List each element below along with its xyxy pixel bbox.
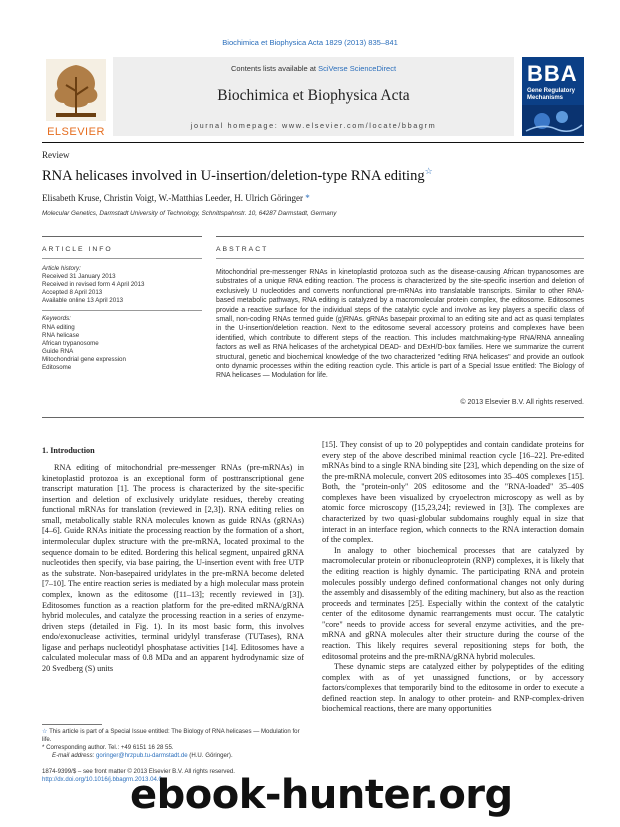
- authors: [42, 193, 310, 203]
- footnote-special-issue: [42, 728, 302, 744]
- journal-homepage[interactable]: journal homepage: www.elsevier.com/locate/bbagrm: [190, 121, 437, 130]
- article-title: [42, 166, 582, 185]
- footnote-rule: [42, 724, 102, 725]
- footnote-star: *: [42, 744, 45, 751]
- info-sub-rule: [42, 258, 202, 259]
- title-footnote-mark[interactable]: ☆: [424, 166, 433, 176]
- paragraph: RNA editing of mitochondrial pre-messenger RNAs (pre-mRNAs) in kinetoplastid protozoa is an exceptional form of posttranscriptional gene transcript maturation [1]. The process is characterized by the site-specific insertion and deletion of exclusively uridylate residues, thereby creating functional mRNAs for translation (reviewed in [2,3]). RNA editing relies on small, metabolically stable RNA molecules known as guide RNAs (gRNAs) [4–6]. Guide RNAs initiate the processing reaction by the formation of a short, intermolecular duplex structure with the pre-mRNA, located proximal to the sequence domain to be edited. Bordering this helical segment, unpaired gRNA nucleotides then specify, via base pairing, the U-insertion event with free UTP as the substrate. Non-basepaired uridylates in the pre-mRNA become deleted [7–10]. The entire reaction series is mediated by a high molecular mass protein complex, known as the editosome ([11–13]; recently reviewed in [3]). Editosomes function as a reaction platform for the pre-edited mRNA/gRNA hybrid molecules, and catalyze the processing reaction in a series of enzyme-driven steps (detailed in Fig. 1). In its most basic form, this involves endo/exonuclease activities, terminal uridylyl transferase (TUTases), RNA ligase and perhaps nucleotidyl phosphatase activities [14]. Editosomes have a calculated molecular mass of 0.8 MDa and an apparent hydrodynamic size of 20 Svedberg (S) units: [42, 463, 304, 673]
- journal-cover: [522, 57, 584, 136]
- contents-prefix: Contents lists available at: [230, 64, 319, 73]
- abstract-sub-rule: [216, 258, 584, 259]
- info-top-rule: [42, 236, 202, 237]
- issn-line: 1874-9399/$ – see front matter © 2013 Elsevier B.V. All rights reserved.: [42, 768, 235, 775]
- doi-link[interactable]: http://dx.doi.org/10.1016/j.bbagrm.2013.04.0: [42, 776, 162, 783]
- sciencedirect-link[interactable]: SciVerse ScienceDirect: [318, 64, 397, 73]
- section-heading: 1. Introduction: [42, 446, 95, 455]
- keyword: African trypanosome: [42, 339, 99, 347]
- journal-banner: [113, 57, 514, 136]
- article-title-text: RNA helicases involved in U-insertion/deletion-type RNA editing: [42, 167, 425, 184]
- abstract-bottom-rule: [42, 417, 584, 418]
- contents-line: [113, 64, 514, 73]
- history-item: Received 31 January 2013: [42, 273, 116, 281]
- keywords-label: Keywords:: [42, 315, 71, 323]
- journal-citation[interactable]: Biochimica et Biophysica Acta 1829 (2013) 835–841: [222, 38, 398, 47]
- info-divider: [42, 310, 202, 311]
- footnote-mark: ☆: [42, 728, 48, 735]
- footnote-email: [52, 752, 312, 760]
- paragraph: In analogy to other biochemical processes that are catalyzed by macromolecular protein or ribonucleoprotein (RNP) complexes, it is likely that the editing reaction is highly dynamic. The participating RNA and protein molecules possibly undergo defined conformational changes not only during the assembly and disassembly of the editing machinery, but also as the reaction proceeds and terminates [25]. Especially within the context of the catalytic center of the editosome dynamic rearrangements must occur. The catalytic "core" needs to provide access for several enzyme activities, and the pre-mRNA and gRNA molecules alter their structure during the course of the reaction. This likely requires several repositioning steps for both, the editosomal proteins and the pre-mRNA/gRNA hybrid molecules.: [322, 545, 584, 661]
- history-item: Available online 13 April 2013: [42, 297, 124, 305]
- cover-graphic-icon: [522, 105, 584, 135]
- email-label: E-mail address:: [52, 752, 95, 759]
- keyword: Guide RNA: [42, 347, 74, 355]
- header-rule: [42, 142, 584, 143]
- footnote-corresponding: [42, 744, 302, 752]
- elsevier-logo: [42, 57, 110, 137]
- corresponding-note: Corresponding author. Tel.: +49 6151 16 28 55.: [46, 744, 174, 751]
- elsevier-tree-icon: [42, 57, 110, 123]
- special-issue-note: This article is part of a Special Issue entitled: The Biology of RNA helicases — Modulation for life.: [42, 728, 300, 743]
- cover-subtitle: Gene Regulatory Mechanisms: [527, 88, 576, 101]
- watermark: ebook-hunter.org: [130, 772, 513, 818]
- keyword: RNA helicase: [42, 331, 80, 339]
- keyword: Mitochondrial gene expression: [42, 355, 126, 363]
- article-type: Review: [42, 150, 70, 160]
- article-info-heading: ARTICLE INFO: [42, 246, 113, 253]
- paragraph: These dynamic steps are catalyzed either by polypeptides of the editing complex with as of yet unassigned functions, or by accessory factors/complexes that temporarily bind to the editosome in order to execute a defined reaction step. In analogy to other protein- and RNP-complex-driven biochemical reactions, there are many opportunities: [322, 662, 584, 714]
- abstract-heading: ABSTRACT: [216, 246, 269, 253]
- history-item: Accepted 8 April 2013: [42, 289, 103, 297]
- cover-title: BBA: [527, 61, 578, 86]
- abstract-body: Mitochondrial pre-messenger RNAs in kinetoplastid protozoa such as the disease-causing African trypanosomes are substrates of a unique RNA editing reaction. The process is characterized by the site-specific insertion and deletion of exclusively U nucleotides and converts nonfunctional pre-mRNAs into translatable transcripts. Similar to other RNA-based metabolic pathways, RNA editing is catalyzed by a macromolecular protein complex, the editosome. Editosomes provide a reactive surface for the individual steps of the catalytic cycle and involve as key players a specific class of small, non-coding RNAs termed guide (g)RNAs. gRNAs basepair proximal to an editing site and act as quasi templates in the U-insertion/deletion reaction. Next to the editosome several accessory proteins and complexes have been identified, which contribute to different steps of the reaction. This includes matchmaking-type RNA/RNA annealing factors as well as RNA helicases of the archetypical DEAD- and DExH/D-box families. Here we summarize the current structural, genetic and biochemical knowledge of the two characterized "editing RNA helicases" and provide an outlook onto dynamic processes within the editing reaction cycle. This article is part of a Special Issue entitled: The Biology of RNA helicases — Modulation for life.: [216, 269, 584, 380]
- keyword: Editosome: [42, 364, 72, 372]
- copyright: © 2013 Elsevier B.V. All rights reserved.: [460, 399, 584, 406]
- abstract-top-rule: [216, 236, 584, 237]
- history-label: Article history:: [42, 265, 81, 272]
- keyword: RNA editing: [42, 323, 75, 331]
- elsevier-wordmark: ELSEVIER: [47, 126, 105, 138]
- article-info: [42, 261, 202, 372]
- author-list: Elisabeth Kruse, Christin Voigt, W.-Matthias Leeder, H. Ulrich Göringer: [42, 193, 304, 203]
- corresponding-author-mark[interactable]: *: [305, 193, 310, 203]
- email-suffix: (H.U. Göringer).: [189, 752, 233, 759]
- body-right-column: [322, 440, 584, 715]
- paragraph: [15]. They consist of up to 20 polypeptides and contain candidate proteins for every step of the above described minimal reaction cycle [16–22]. Pre-edited mRNAs bind to a single RNA binding site [23], which depending on the size of the pre-mRNA molecule, convert 20S editosomes into 35–40S complexes [15]. Both, the "protein-only" 20S editosome and the "RNA-loaded" 35–40S complexes have been visualized by cryoelectron microscopy as well as by atomic force microscopy ([15,23,24]; reviewed in [3]). The complexes are characterized by two quasi-globular subdomains roughly equal in size that interact in an interface region, which connects to the RNA interaction domain of the complex.: [322, 440, 584, 545]
- journal-title: Biochimica et Biophysica Acta: [217, 87, 410, 104]
- history-item: Received in revised form 4 April 2013: [42, 281, 145, 289]
- email-link[interactable]: goringer@hrzpub.tu-darmstadt.de: [96, 752, 188, 759]
- affiliation: Molecular Genetics, Darmstadt University of Technology, Schnittspahnstr. 10, 64287 Darmstadt, Germany: [42, 210, 337, 217]
- body-left-column: [42, 463, 304, 675]
